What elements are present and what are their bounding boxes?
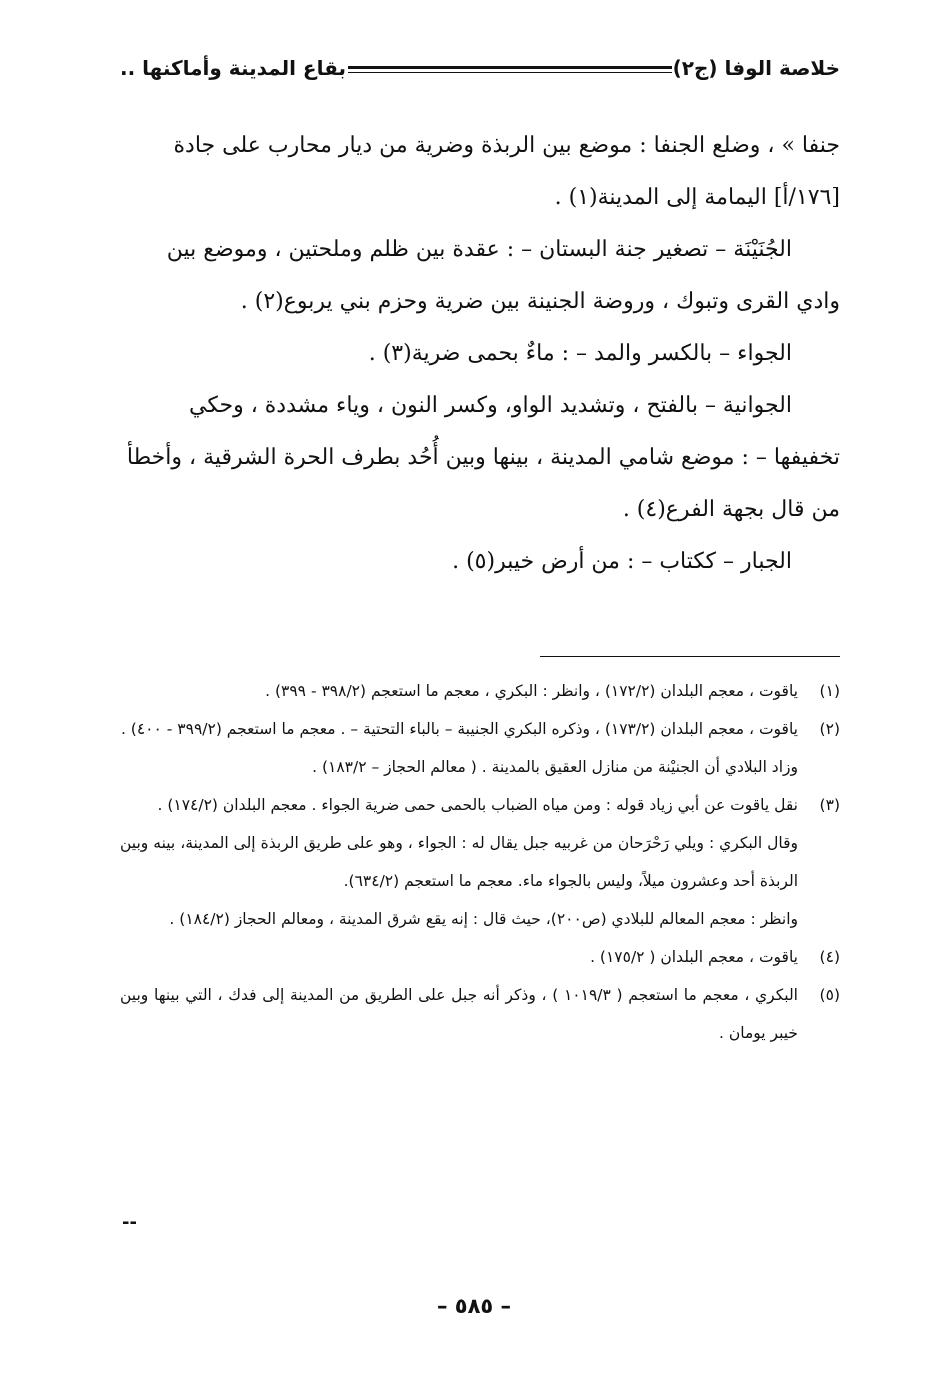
footnote-number: (١) <box>819 682 840 700</box>
footnote-2 <box>120 710 840 786</box>
footnote-text: ياقوت ، معجم البلدان (١٧٣/٢) ، وذكره البكري الجنيبة – بالباء التحتية – . معجم ما استعجم (٣٩٩/٢ - ٤٠٠) . <box>120 720 798 738</box>
header-title: خلاصة الوفا (ج٢) <box>672 56 840 80</box>
footnote-number: (٢) <box>819 720 840 738</box>
entry-jnaina: الجُنَيْنَة – تصغير جنة البستان – : عقدة بين ظلم وملحتين ، وموضع بين <box>166 237 792 262</box>
continuation-mark: -- <box>122 1212 137 1233</box>
body-line: وادي القرى وتبوك ، وروضة الجنينة بين ضرية وحزم بني يربوع(٢) . <box>240 289 840 314</box>
page-number: – ٥٨٥ – <box>436 1294 512 1318</box>
header-rule <box>348 66 672 73</box>
footnote-text: وانظر : معجم المعالم للبلادي (ص٢٠٠)، حيث قال : إنه يقع شرق المدينة ، ومعالم الحجاز (١٨٤/٢) . <box>169 910 798 928</box>
body-line: تخفيفها – : موضع شامي المدينة ، بينها وبين أُحُد بطرف الحرة الشرقية ، وأخطأ <box>126 445 840 470</box>
footnote-1 <box>120 672 840 710</box>
footnote-text: وزاد البلادي أن الجنيْنة من منازل العقيق بالمدينة . ( معالم الحجاز – ١٨٣/٢) . <box>312 758 798 776</box>
footnotes <box>120 672 840 1052</box>
header-subtitle: بقاع المدينة وأماكنها .. <box>120 56 346 80</box>
footnote-5 <box>120 976 840 1052</box>
entry-jabbar: الجبار – ككتاب – : من أرض خيبر(٥) . <box>452 549 792 574</box>
footnote-3 <box>120 786 840 938</box>
footnote-text: نقل ياقوت عن أبي زياد قوله : ومن مياه الضباب بالحمى حمى ضرية الجواء . معجم البلدان (١٧٤/٢) . <box>157 796 798 814</box>
body-line: [١٧٦/أ] اليمامة إلى المدينة(١) . <box>554 185 840 210</box>
footnote-text: البكري ، معجم ما استعجم ( ١٠١٩/٣ ) ، وذكر أنه جبل على الطريق من المدينة إلى فدك ، التي بينها وبين خيبر يومان . <box>120 986 798 1042</box>
body-line: جنفا » ، وضلع الجنفا : موضع بين الربذة وضرية من ديار محارب على جادة <box>173 133 840 158</box>
footnote-4 <box>120 938 840 976</box>
running-header <box>120 50 840 90</box>
entry-jawaniya: الجوانية – بالفتح ، وتشديد الواو، وكسر النون ، وياء مشددة ، وحكي <box>188 393 792 418</box>
body-line: من قال بجهة الفرع(٤) . <box>622 497 840 522</box>
main-text <box>120 120 840 588</box>
footnote-text: ياقوت ، معجم البلدان ( ١٧٥/٢) . <box>590 948 798 966</box>
footnote-text: ياقوت ، معجم البلدان (١٧٢/٢) ، وانظر : البكري ، معجم ما استعجم (٣٩٨/٢ - ٣٩٩) . <box>265 682 798 700</box>
footnote-number: (٤) <box>819 948 840 966</box>
footnote-number: (٣) <box>819 796 840 814</box>
entry-jawa: الجواء – بالكسر والمد – : ماءٌ بحمى ضرية(٣) . <box>368 341 792 366</box>
footnote-text: وقال البكري : ويلي رَحْرَحان من غربيه جبل يقال له : الجواء ، وهو على طريق الربذة إلى المدينة، بينه وبين الربذة أحد وعشرون ميلاً، وليس بالجواء ماء. معجم ما استعجم (٦٣٤/٢). <box>120 834 798 890</box>
footnote-number: (٥) <box>819 986 840 1004</box>
footnote-separator <box>540 656 840 657</box>
